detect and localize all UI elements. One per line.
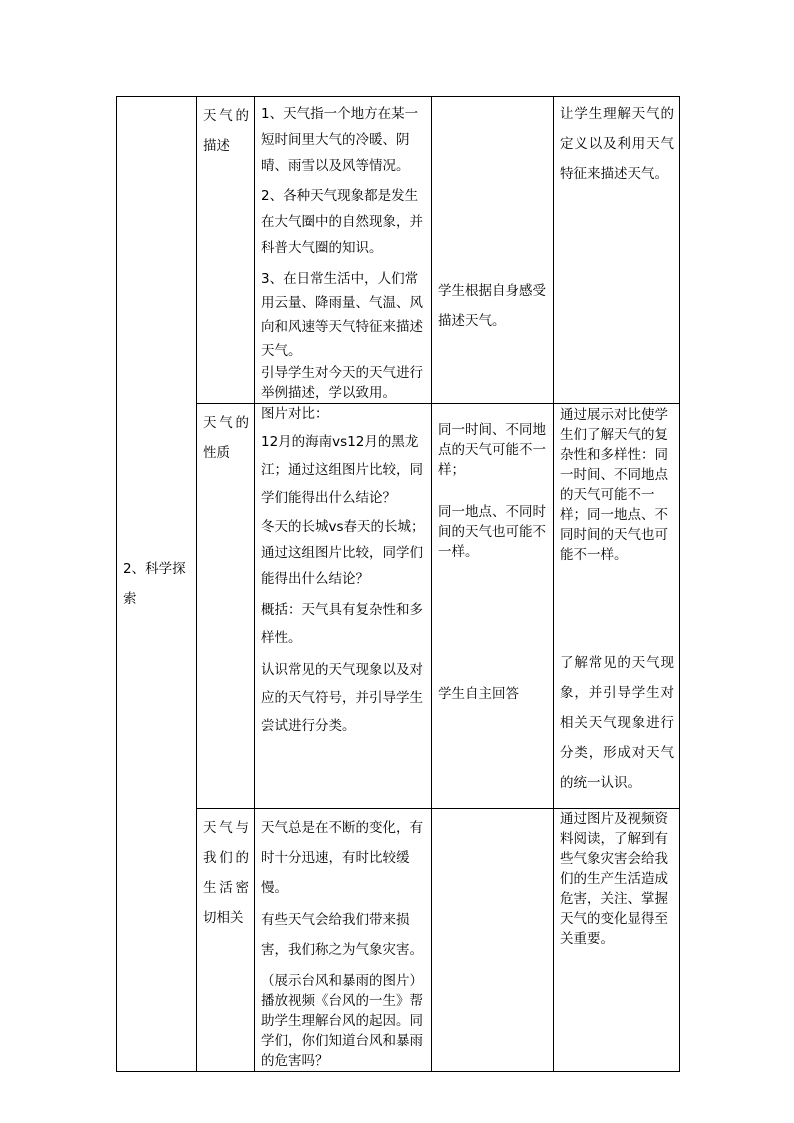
student-cell bbox=[432, 97, 554, 404]
content-paragraph: 1、天气指一个地方在某一短时间里大气的冷暖、阴晴、雨雪以及风等情况。 bbox=[261, 106, 419, 174]
design-intent: 通过展示对比使学生们了解天气的复杂性和多样性：同一时间、不同地点的天气可能不一样；同一地点、不同时间的天气也可能不一样。 bbox=[560, 407, 668, 563]
topic-cell bbox=[197, 97, 255, 404]
topic-label: 天气的性质 bbox=[203, 415, 249, 461]
student-activity: 学生根据自身感受描述天气。 bbox=[438, 283, 546, 329]
student-activity: 学生自主回答 bbox=[438, 686, 519, 702]
design-intent: 让学生理解天气的定义以及利用天气特征来描述天气。 bbox=[560, 106, 674, 182]
topic-cell bbox=[197, 809, 255, 1072]
content-cell bbox=[255, 97, 432, 404]
content-paragraph: 天气总是在不断的变化，有时十分迅速，有时比较缓慢。 bbox=[261, 820, 423, 896]
table-row bbox=[117, 809, 680, 1072]
topic-label: 天气的描述 bbox=[203, 108, 249, 154]
content-paragraph: 概括：天气具有复杂性和多样性。 bbox=[261, 602, 423, 646]
content-cell bbox=[255, 809, 432, 1072]
content-paragraph: 冬天的长城vs春天的长城；通过这组图片比较，同学们能得出什么结论？ bbox=[261, 519, 425, 587]
student-activity: 同一地点、不同时间的天气也可能不一样。 bbox=[438, 504, 546, 560]
lesson-table bbox=[116, 96, 680, 1072]
content-paragraph: 3、在日常生活中，人们常用云量、降雨量、气温、风向和风速等天气特征来描述天气。 bbox=[261, 271, 423, 359]
student-activity: 同一时间、不同地点的天气可能不一样； bbox=[438, 422, 546, 478]
design-intent: 通过图片及视频资料阅读，了解到有些气象灾害会给我们的生产生活造成危害，关注、掌握天气的变化显得至关重要。 bbox=[560, 811, 668, 947]
content-cell bbox=[255, 404, 432, 809]
content-paragraph: 引导学生对今天的天气进行举例描述，学以致用。 bbox=[261, 365, 423, 401]
content-paragraph: （展示台风和暴雨的图片）播放视频《台风的一生》帮助学生理解台风的起因。同学们，你们知道台风和暴雨的危害吗？ bbox=[261, 973, 423, 1069]
section-cell bbox=[117, 97, 197, 1072]
section-label: 2、科学探索 bbox=[123, 561, 186, 607]
table-row bbox=[117, 404, 680, 809]
intent-cell bbox=[554, 809, 680, 1072]
topic-cell bbox=[197, 404, 255, 809]
content-paragraph: 图片对比： bbox=[261, 406, 329, 422]
content-paragraph: 有些天气会给我们带来损害，我们称之为气象灾害。 bbox=[261, 912, 423, 958]
content-paragraph: 2、各种天气现象都是发生在大气圈中的自然现象，并科普大气圈的知识。 bbox=[261, 188, 423, 256]
design-intent: 了解常见的天气现象，并引导学生对相关天气现象进行分类，形成对天气的统一认识。 bbox=[560, 655, 674, 791]
student-cell bbox=[432, 809, 554, 1072]
student-cell bbox=[432, 404, 554, 809]
intent-cell bbox=[554, 404, 680, 809]
topic-label: 天气与我们的生活密切相关 bbox=[203, 820, 249, 926]
table-row bbox=[117, 97, 680, 404]
content-paragraph: 12月的海南vs12月的黑龙江；通过这组图片比较，同学们能得出什么结论？ bbox=[261, 434, 423, 506]
intent-cell bbox=[554, 97, 680, 404]
content-paragraph: 认识常见的天气现象以及对应的天气符号，并引导学生尝试进行分类。 bbox=[261, 662, 423, 734]
